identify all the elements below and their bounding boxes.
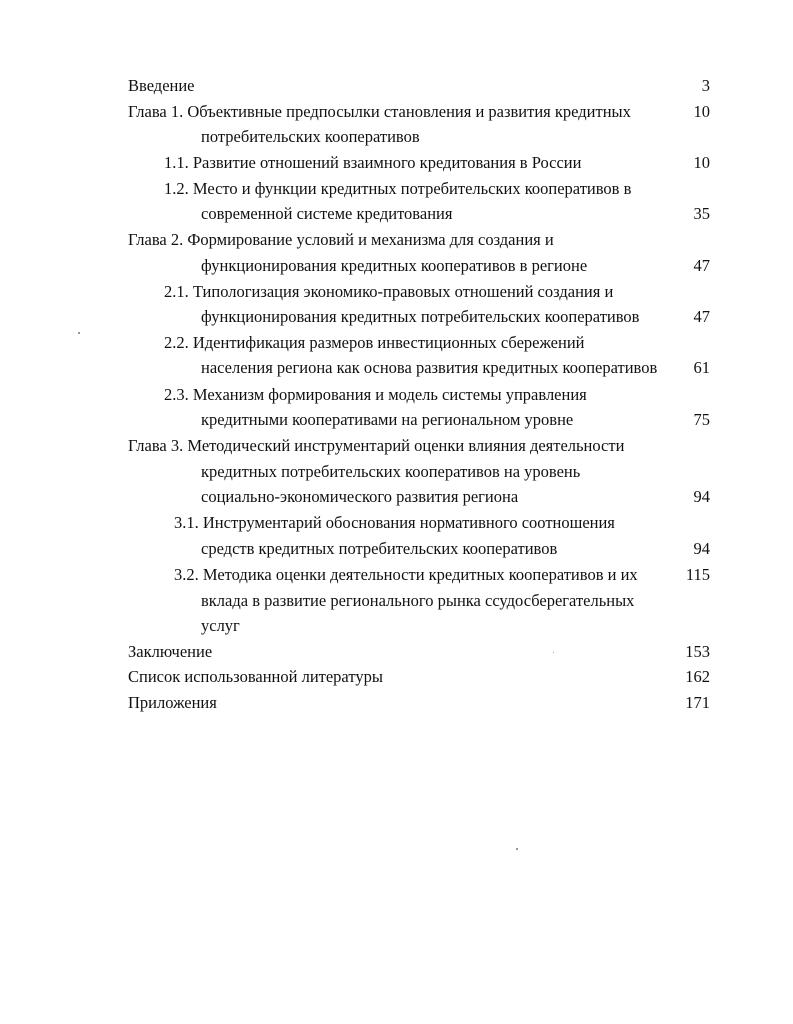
toc-section-2-2-page: 61	[693, 358, 710, 377]
toc-entry-literature-page: 162	[685, 667, 710, 686]
toc-entry-appendix-page: 171	[685, 693, 710, 712]
toc-entry-appendix-label: Приложения	[128, 693, 217, 712]
toc-section-1-1-page: 10	[693, 153, 710, 172]
toc-section-2-3-line2: кредитными кооперативами на региональном уровне	[201, 410, 574, 429]
toc-section-3-1-page: 94	[693, 539, 710, 558]
toc-chapter-2-line1: Глава 2. Формирование условий и механизма для создания и	[128, 230, 554, 249]
scan-speck	[516, 848, 518, 850]
toc-section-3-1-line2: средств кредитных потребительских кооперативов	[201, 539, 558, 558]
toc-chapter-3-line3: социально-экономического развития региона	[201, 487, 519, 506]
toc-section-2-3-page: 75	[693, 410, 710, 429]
toc-entry-intro-label: Введение	[128, 76, 195, 95]
toc-chapter-3-line2: кредитных потребительских кооперативов на уровень	[201, 462, 581, 481]
toc-section-3-1-line1: 3.1. Инструментарий обоснования нормативного соотношения	[174, 513, 615, 532]
toc-section-2-3-line1: 2.3. Механизм формирования и модель системы управления	[164, 385, 587, 404]
toc-section-2-1-line1: 2.1. Типологизация экономико-правовых отношений создания и	[164, 282, 614, 301]
toc-chapter-1-line2: потребительских кооперативов	[201, 127, 420, 146]
toc-entry-conclusion-label: Заключение	[128, 642, 213, 661]
toc-section-3-2-line1: 3.2. Методика оценки деятельности кредитных кооперативов и их	[174, 565, 638, 584]
scan-speck	[553, 652, 554, 653]
scan-speck	[78, 332, 80, 334]
toc-section-2-1-line2: функционирования кредитных потребительских кооперативов	[201, 307, 640, 326]
toc-section-2-2-line2: населения региона как основа развития кредитных кооперативов	[201, 358, 658, 377]
toc-entry-intro-page: 3	[701, 76, 710, 95]
toc-section-3-2-line2: вклада в развитие регионального рынка ссудосберегательных	[201, 591, 635, 610]
toc-section-3-2-line3: услуг	[201, 616, 240, 635]
toc-section-1-2-line2: современной системе кредитования	[201, 204, 453, 223]
toc-section-2-2-line1: 2.2. Идентификация размеров инвестиционных сбережений	[164, 333, 585, 352]
toc-chapter-2-page: 47	[693, 256, 710, 275]
toc-section-1-1-label: 1.1. Развитие отношений взаимного кредитования в России	[164, 153, 582, 172]
toc-section-2-1-page: 47	[693, 307, 710, 326]
toc-chapter-3-line1: Глава 3. Методический инструментарий оценки влияния деятельности	[128, 436, 625, 455]
toc-chapter-1-line1: Глава 1. Объективные предпосылки становления и развития кредитных	[128, 102, 631, 121]
toc-section-1-2-page: 35	[693, 204, 710, 223]
toc-chapter-1-page: 10	[693, 102, 710, 121]
toc-section-1-2-line1: 1.2. Место и функции кредитных потребительских кооперативов в	[164, 179, 632, 198]
toc-entry-literature-label: Список использованной литературы	[128, 667, 383, 686]
toc-chapter-2-line2: функционирования кредитных кооперативов в регионе	[201, 256, 588, 275]
toc-section-3-2-page: 115	[685, 565, 710, 584]
toc-chapter-3-page: 94	[693, 487, 710, 506]
toc-entry-conclusion-page: 153	[685, 642, 710, 661]
